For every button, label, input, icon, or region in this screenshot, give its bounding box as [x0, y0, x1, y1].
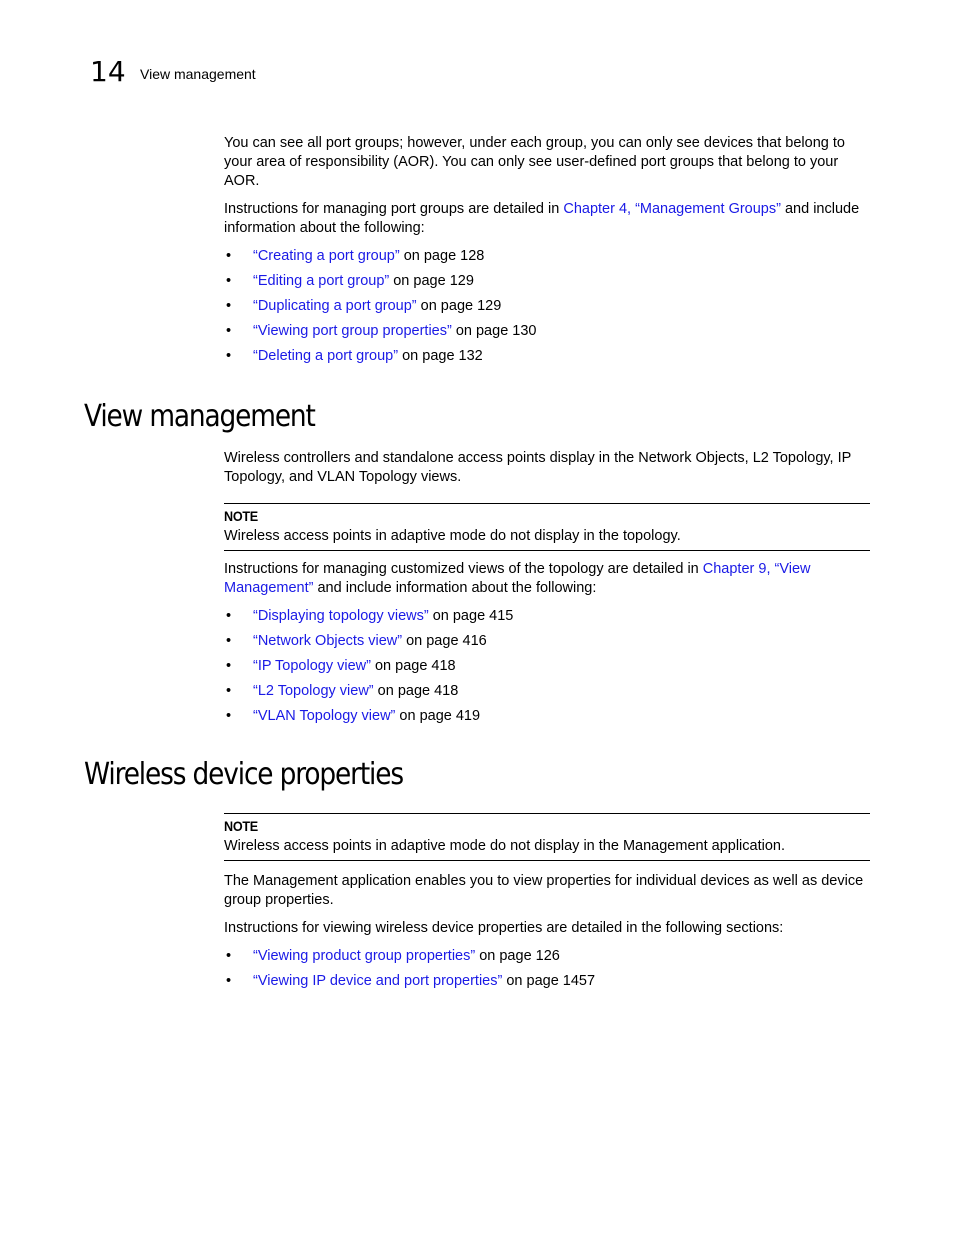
viewing-product-group-properties-link[interactable]: “Viewing product group properties”	[253, 948, 476, 964]
intro-instructions: Instructions for managing port groups are detailed in Chapter 4, “Management Groups” and include information about the following:	[224, 201, 860, 236]
note-text: Wireless access points in adaptive mode do not display in the Management application.	[224, 838, 785, 854]
view-management-heading: View management	[84, 399, 315, 434]
wireless-paragraph: The Management application enables you to view properties for individual devices as well as device group properties.	[224, 873, 864, 908]
bullet-icon: •	[226, 248, 232, 264]
view-management-section	[224, 449, 870, 732]
displaying-topology-views-link[interactable]: “Displaying topology views”	[253, 608, 429, 624]
vlan-topology-view-link[interactable]: “VLAN Topology view”	[253, 708, 396, 724]
wireless-properties-list	[224, 947, 870, 997]
creating-port-group-link[interactable]: “Creating a port group”	[253, 248, 400, 264]
chapter-number: 14	[90, 55, 126, 88]
list-item: • “Displaying topology views” on page 415	[226, 608, 514, 624]
bullet-icon: •	[226, 683, 232, 699]
chapter-4-link[interactable]: Chapter 4, “Management Groups”	[563, 201, 781, 217]
network-objects-view-link[interactable]: “Network Objects view”	[253, 633, 403, 649]
bullet-icon: •	[226, 633, 232, 649]
bullet-icon: •	[226, 658, 232, 674]
list-item: • “Editing a port group” on page 129	[226, 273, 474, 289]
note-label: NOTE	[224, 508, 258, 524]
bullet-icon: •	[226, 948, 232, 964]
note-text: Wireless access points in adaptive mode do not display in the topology.	[224, 528, 681, 544]
topology-view-list	[224, 607, 870, 732]
list-item: • “L2 Topology view” on page 418	[226, 683, 459, 699]
bullet-icon: •	[226, 273, 232, 289]
bullet-icon: •	[226, 323, 232, 339]
bullet-icon: •	[226, 608, 232, 624]
l2-topology-view-link[interactable]: “L2 Topology view”	[253, 683, 374, 699]
ip-topology-view-link[interactable]: “IP Topology view”	[253, 658, 371, 674]
wireless-section	[224, 813, 870, 997]
intro-paragraph: You can see all port groups; however, under each group, you can only see devices that belong to your area of responsibility (AOR). You can only see user-defined port groups that belong to your AOR.	[224, 135, 845, 189]
note-label: NOTE	[224, 818, 258, 834]
list-item: • “Viewing port group properties” on page 130	[226, 323, 537, 339]
viewing-port-group-properties-link[interactable]: “Viewing port group properties”	[253, 323, 452, 339]
viewing-ip-device-port-properties-link[interactable]: “Viewing IP device and port properties”	[253, 973, 503, 989]
list-item: • “Duplicating a port group” on page 129	[226, 298, 502, 314]
list-item: • “Viewing IP device and port properties” on page 1457	[226, 973, 596, 989]
chapter-9-link[interactable]: Chapter 9, “View Management”	[224, 561, 811, 596]
list-item: • “VLAN Topology view” on page 419	[226, 708, 481, 724]
note-box	[224, 503, 870, 551]
view-management-instructions: Instructions for managing customized views of the topology are detailed in Chapter 9, “View Management” and include information about the following:	[224, 561, 811, 596]
list-item: • “Creating a port group” on page 128	[226, 248, 485, 264]
wireless-device-properties-heading: Wireless device properties	[84, 757, 403, 792]
intro-section	[224, 134, 870, 372]
list-item: • “Deleting a port group” on page 132	[226, 348, 483, 364]
view-management-paragraph: Wireless controllers and standalone access points display in the Network Objects, L2 Topology, IP Topology, and VLAN Topology views.	[224, 450, 852, 485]
deleting-port-group-link[interactable]: “Deleting a port group”	[253, 348, 399, 364]
list-item: • “Viewing product group properties” on page 126	[226, 948, 560, 964]
list-item: • “Network Objects view” on page 416	[226, 633, 487, 649]
bullet-icon: •	[226, 708, 232, 724]
list-item: • “IP Topology view” on page 418	[226, 658, 456, 674]
wireless-instructions: Instructions for viewing wireless device properties are detailed in the following sections:	[224, 920, 784, 936]
editing-port-group-link[interactable]: “Editing a port group”	[253, 273, 390, 289]
bullet-icon: •	[226, 348, 232, 364]
running-title: View management	[140, 66, 256, 82]
bullet-icon: •	[226, 973, 232, 989]
port-group-list	[224, 247, 870, 372]
note-box	[224, 813, 870, 861]
duplicating-port-group-link[interactable]: “Duplicating a port group”	[253, 298, 417, 314]
bullet-icon: •	[226, 298, 232, 314]
